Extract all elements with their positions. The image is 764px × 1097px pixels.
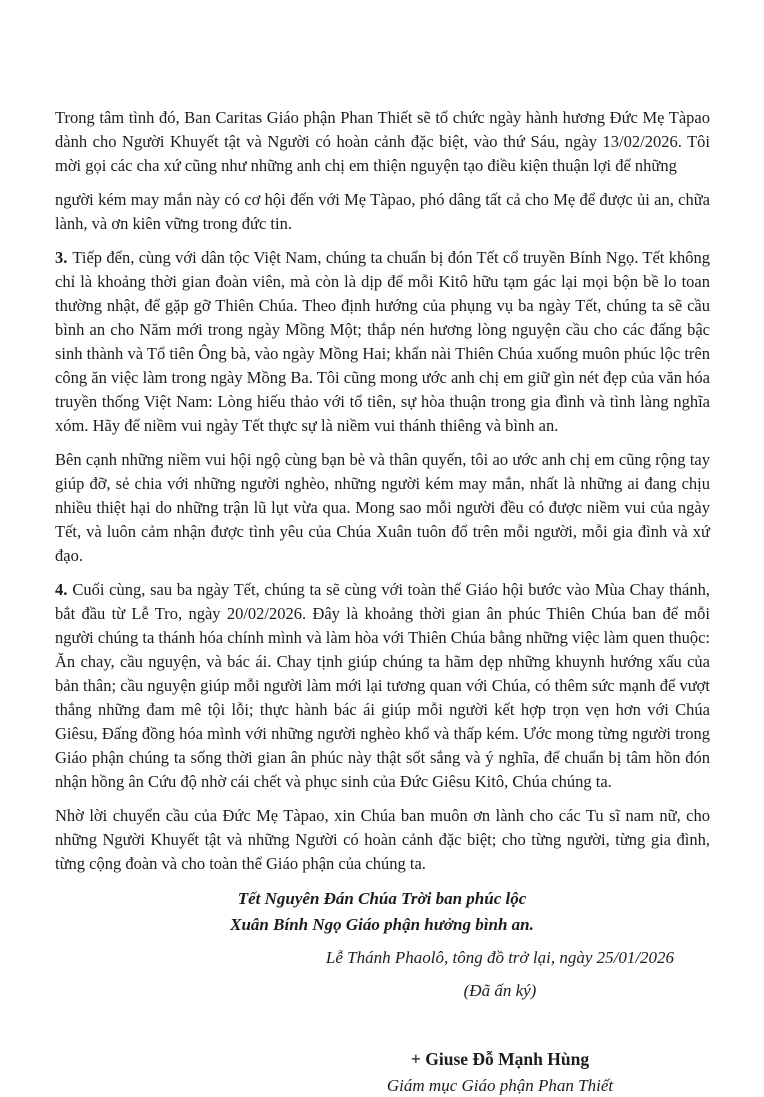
paragraph: [55, 804, 710, 876]
signature-name: + Giuse Đỗ Mạnh Hùng: [410, 1049, 590, 1069]
paragraph: [55, 106, 710, 178]
paragraph-number: 4.: [55, 580, 68, 599]
blessing-line-2: Xuân Bính Ngọ Giáo phận hưởng bình an.: [230, 915, 534, 934]
sealed-note: (Đã ấn ký): [463, 981, 537, 1000]
dateline: Lễ Thánh Phaolô, tông đồ trở lại, ngày 25/01/2026: [325, 948, 675, 967]
paragraph-text: Cuối cùng, sau ba ngày Tết, chúng ta sẽ cùng với toàn thể Giáo hội bước vào Mùa Chay thánh, bắt đầu từ Lễ Tro, ngày 20/02/2026. Đây là khoảng thời gian ân phúc Thiên Chúa ban để mỗi người chúng ta thánh hóa chính mình và làm hòa với Thiên Chúa bằng những việc làm quen thuộc: Ăn chay, cầu nguyện, và bác ái. Chay tịnh giúp chúng ta hãm dẹp những khuynh hướng xấu của bản thân; cầu nguyện giúp mỗi người làm mới lại tương quan với Chúa, có thêm sức mạnh để vượt thắng những đam mê tội lỗi; thực hành bác ái giúp mỗi người kết hợp trọn vẹn hơn với Chúa Giêsu, Đấng đồng hóa mình với những người nghèo khổ và thấp kém. Ước mong từng người trong Giáo phận chúng ta sống thời gian ân phúc này thật sốt sắng và ý nghĩa, để chuẩn bị tâm hồn đón nhận hồng ân Cứu độ nhờ cái chết và phục sinh của Đức Giêsu Kitô, Chúa chúng ta.: [55, 580, 710, 791]
letter-body: [55, 106, 710, 876]
paragraph-number: 3.: [55, 248, 68, 267]
signature-title: Giám mục Giáo phận Phan Thiết: [386, 1076, 614, 1095]
paragraph-text: người kém may mắn này có cơ hội đến với Mẹ Tàpao, phó dâng tất cả cho Mẹ để được ủi an, chữa lành, và ơn kiên vững trong đức tin.: [55, 190, 710, 233]
paragraph-text: Trong tâm tình đó, Ban Caritas Giáo phận Phan Thiết sẽ tổ chức ngày hành hương Đức Mẹ Tàpao dành cho Người Khuyết tật và Người có hoàn cảnh đặc biệt, vào thứ Sáu, ngày 13/02/2026. Tôi mời gọi các cha xứ cũng như những anh chị em thiện nguyện tạo điều kiện thuận lợi để những: [55, 108, 710, 175]
paragraph-text: Tiếp đến, cùng với dân tộc Việt Nam, chúng ta chuẩn bị đón Tết cổ truyền Bính Ngọ. Tết không chỉ là khoảng thời gian đoàn viên, mà còn là dịp để mỗi Kitô hữu tạm gác lại mọi bộn bề lo toan thường nhật, để gặp gỡ Thiên Chúa. Theo định hướng của phụng vụ ba ngày Tết, chúng ta sẽ cầu bình an cho Năm mới trong ngày Mồng Một; thắp nén hương lòng nguyện cầu cho các đấng bậc sinh thành và Tổ tiên Ông bà, vào ngày Mồng Hai; khẩn nài Thiên Chúa xuống muôn phúc lộc trên công ăn việc làm trong ngày Mồng Ba. Tôi cũng mong ước anh chị em giữ gìn nét đẹp của văn hóa truyền thống Việt Nam: Lòng hiếu thảo với tổ tiên, sự hòa thuận trong gia đình và tình làng nghĩa xóm. Hãy để niềm vui ngày Tết thực sự là niềm vui thánh thiêng và bình an.: [55, 248, 710, 435]
dateline-block: [236, 947, 764, 1002]
paragraph-text: Nhờ lời chuyển cầu của Đức Mẹ Tàpao, xin Chúa ban muôn ơn lành cho các Tu sĩ nam nữ, cho những Người Khuyết tật và những Người có hoàn cảnh đặc biệt; cho từng người, từng gia đình, từng cộng đoàn và cho toàn thể Giáo phận của chúng ta.: [55, 806, 710, 873]
blessing-couplet: [0, 886, 764, 938]
paragraph-numbered-4: [55, 578, 710, 794]
blessing-line-1: Tết Nguyên Đán Chúa Trời ban phúc lộc: [237, 889, 527, 908]
paragraph-numbered-3: [55, 246, 710, 438]
paragraph: [55, 448, 710, 568]
paragraph: [55, 188, 710, 236]
paragraph-text: Bên cạnh những niềm vui hội ngộ cùng bạn bè và thân quyến, tôi ao ước anh chị em cũng rộng tay giúp đỡ, sẻ chia với những người nghèo, những người kém may mắn, nhất là những ai đang chịu nhiều thiệt hại do những trận lũ lụt vừa qua. Mong sao mỗi người đều có được niềm vui của ngày Tết, và luôn cảm nhận được tình yêu của Chúa Xuân tuôn đổ trên mỗi người, mỗi gia đình và xứ đạo.: [55, 450, 710, 565]
signature-block: [236, 1048, 764, 1097]
